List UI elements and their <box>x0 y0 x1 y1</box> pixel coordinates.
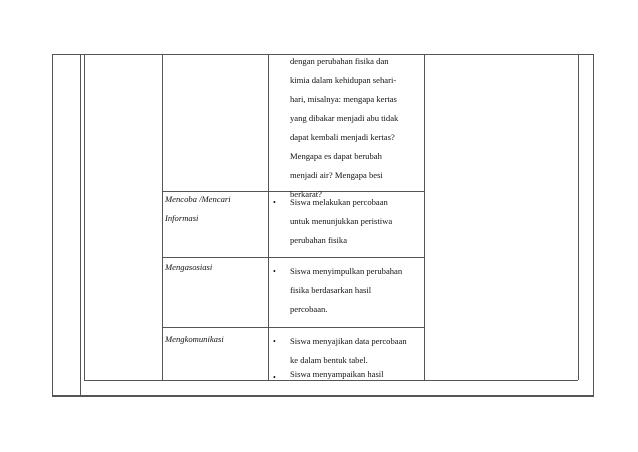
paragraph-line: dapat kembali menjadi kertas? <box>290 132 395 142</box>
inner-col-divider-1 <box>162 54 163 380</box>
inner-table-left-border <box>84 54 85 380</box>
paragraph-line: berkarat? <box>290 189 322 199</box>
stage-label-line: Mengasosiasi <box>165 262 213 272</box>
activity-line: ke dalam bentuk tabel. <box>290 355 368 365</box>
stage-label-line: Mencoba /Mencari <box>165 194 231 204</box>
paragraph-line: kimia dalam kehidupan sehari- <box>290 75 397 85</box>
stage-label-mencoba <box>165 193 231 231</box>
activity-line: untuk menunjukkan peristiwa <box>290 216 393 226</box>
stage-label-mengasosiasi <box>165 261 212 273</box>
activity-line: Siswa menyampaikan hasil <box>290 369 384 379</box>
paragraph-line: hari, misalnya: mengapa kertas <box>290 94 397 104</box>
outer-row-bottom-rule <box>52 396 594 397</box>
inner-col-divider-2 <box>268 54 269 380</box>
activity-line: percobaan. <box>290 304 328 314</box>
inner-col-divider-3 <box>424 54 425 380</box>
activity-item <box>290 368 384 380</box>
activity-line: Siswa menyimpulkan perubahan <box>290 266 403 276</box>
inner-table-right-border <box>578 54 579 380</box>
inner-table-bottom-border <box>84 380 578 381</box>
paragraph-line: yang dibakar menjadi abu tidak <box>290 113 399 123</box>
bullet-icon: • <box>273 267 276 276</box>
activity-line: Siswa menyajikan data percobaan <box>290 336 407 346</box>
bullet-icon: • <box>273 337 276 346</box>
activity-line: Siswa melakukan percobaan <box>290 197 388 207</box>
activity-item <box>290 193 392 250</box>
paragraph-line: dengan perubahan fisika dan <box>290 56 389 66</box>
stage-label-line: Mengkomunikasi <box>165 334 224 344</box>
bullet-icon: • <box>273 198 276 207</box>
stage-label-line: Informasi <box>165 213 199 223</box>
bullet-icon: • <box>273 373 276 382</box>
row-divider-3 <box>162 327 424 328</box>
stage-label-mengkomunikasi <box>165 333 224 345</box>
row-divider-2 <box>162 257 424 258</box>
activity-item <box>290 332 407 370</box>
paragraph-line: menjadi air? Mengapa besi <box>290 170 383 180</box>
outer-column-divider <box>80 54 81 396</box>
activity-line: fisika berdasarkan hasil <box>290 285 372 295</box>
paragraph-line: Mengapa es dapat berubah <box>290 151 382 161</box>
activity-line: perubahan fisika <box>290 235 348 245</box>
continuation-paragraph <box>290 52 398 204</box>
activity-item <box>290 262 402 319</box>
